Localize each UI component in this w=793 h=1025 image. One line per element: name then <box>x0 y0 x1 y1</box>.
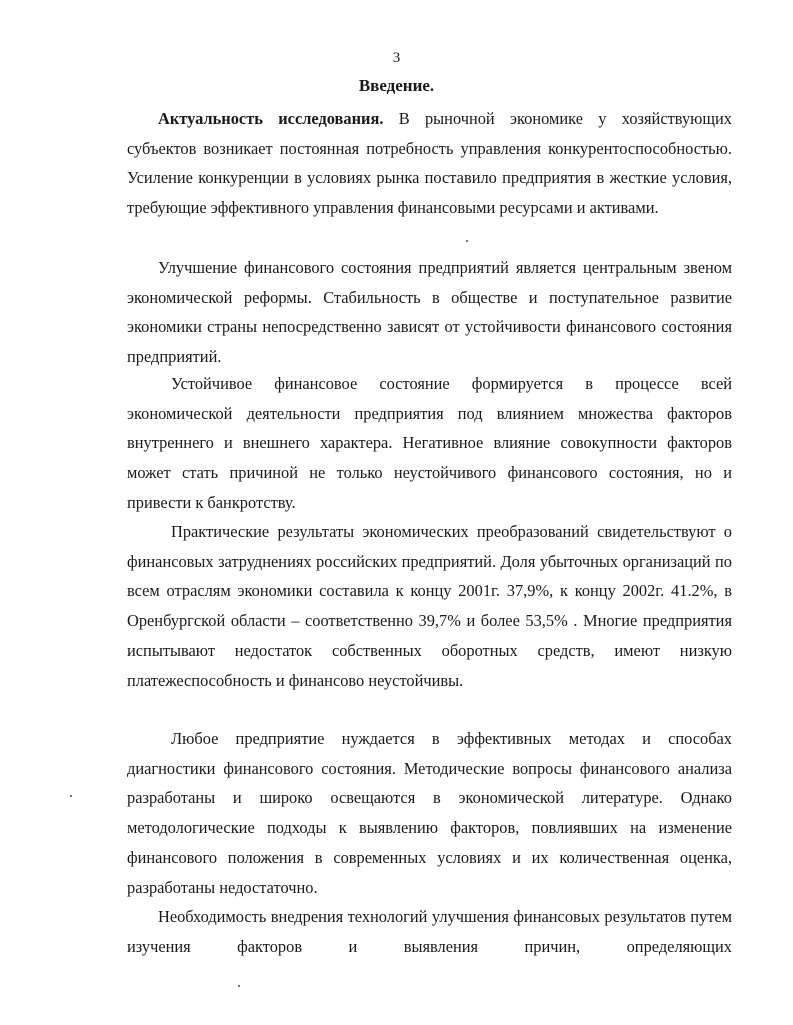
paragraph: Улучшение финансового состояния предприятий является центральным звеном экономической реформы. Стабильность в обществе и поступательное развитие экономики страны непосредственно зависят от устойчивости финансового состояния предприятий. <box>127 258 732 367</box>
paragraph-relevance <box>127 104 732 223</box>
scan-speck <box>238 985 240 987</box>
paragraph: Любое предприятие нуждается в эффективных методах и способах диагностики финансового состояния. Методические вопросы финансового анализа разработаны и широко освещаются в экономической литературе. Однако методологические подходы к выявлению факторов, повлиявших на изменение финансового положения в современных условиях и их количественная оценка, разработаны недостаточно. <box>127 729 732 897</box>
paragraph: Практические результаты экономических преобразований свидетельствуют о финансовых затруднениях российских предприятий. Доля убыточных организаций по всем отраслям экономики составила к концу 2001г. 37,9%, к концу 2002г. 41.2%, в Оренбургской области – соответственно 39,7% и более 53,5% . Многие предприятия испытывают недостаток собственных оборотных средств, имеют низкую платежеспособность и финансово неустойчивы. <box>127 522 732 690</box>
scan-speck <box>466 240 468 242</box>
page-title: Введение. <box>358 76 435 95</box>
page-number: 3 <box>392 50 401 66</box>
paragraph: Устойчивое финансовое состояние формируется в процессе всей экономической деятельности предприятия под влиянием множества факторов внутреннего и внешнего характера. Негативное влияние совокупности факторов может стать причиной не только неустойчивого финансового состояния, но и привести к банкротству. <box>127 374 732 512</box>
paragraph-lead-heading: Актуальность исследования. <box>158 109 384 128</box>
paragraph: Необходимость внедрения технологий улучшения финансовых результатов путем изучения факторов и выявления причин, определяющих <box>127 907 732 956</box>
paragraph-text: В рыночной экономике у хозяйствующих субъектов возникает постоянная потребность управления конкурентоспособностью. Усиление конкуренции в условиях рынка поставило предприятия в жесткие условия, требующие эффективного управления финансовыми ресурсами и активами. <box>127 109 732 218</box>
scan-speck <box>70 795 72 797</box>
